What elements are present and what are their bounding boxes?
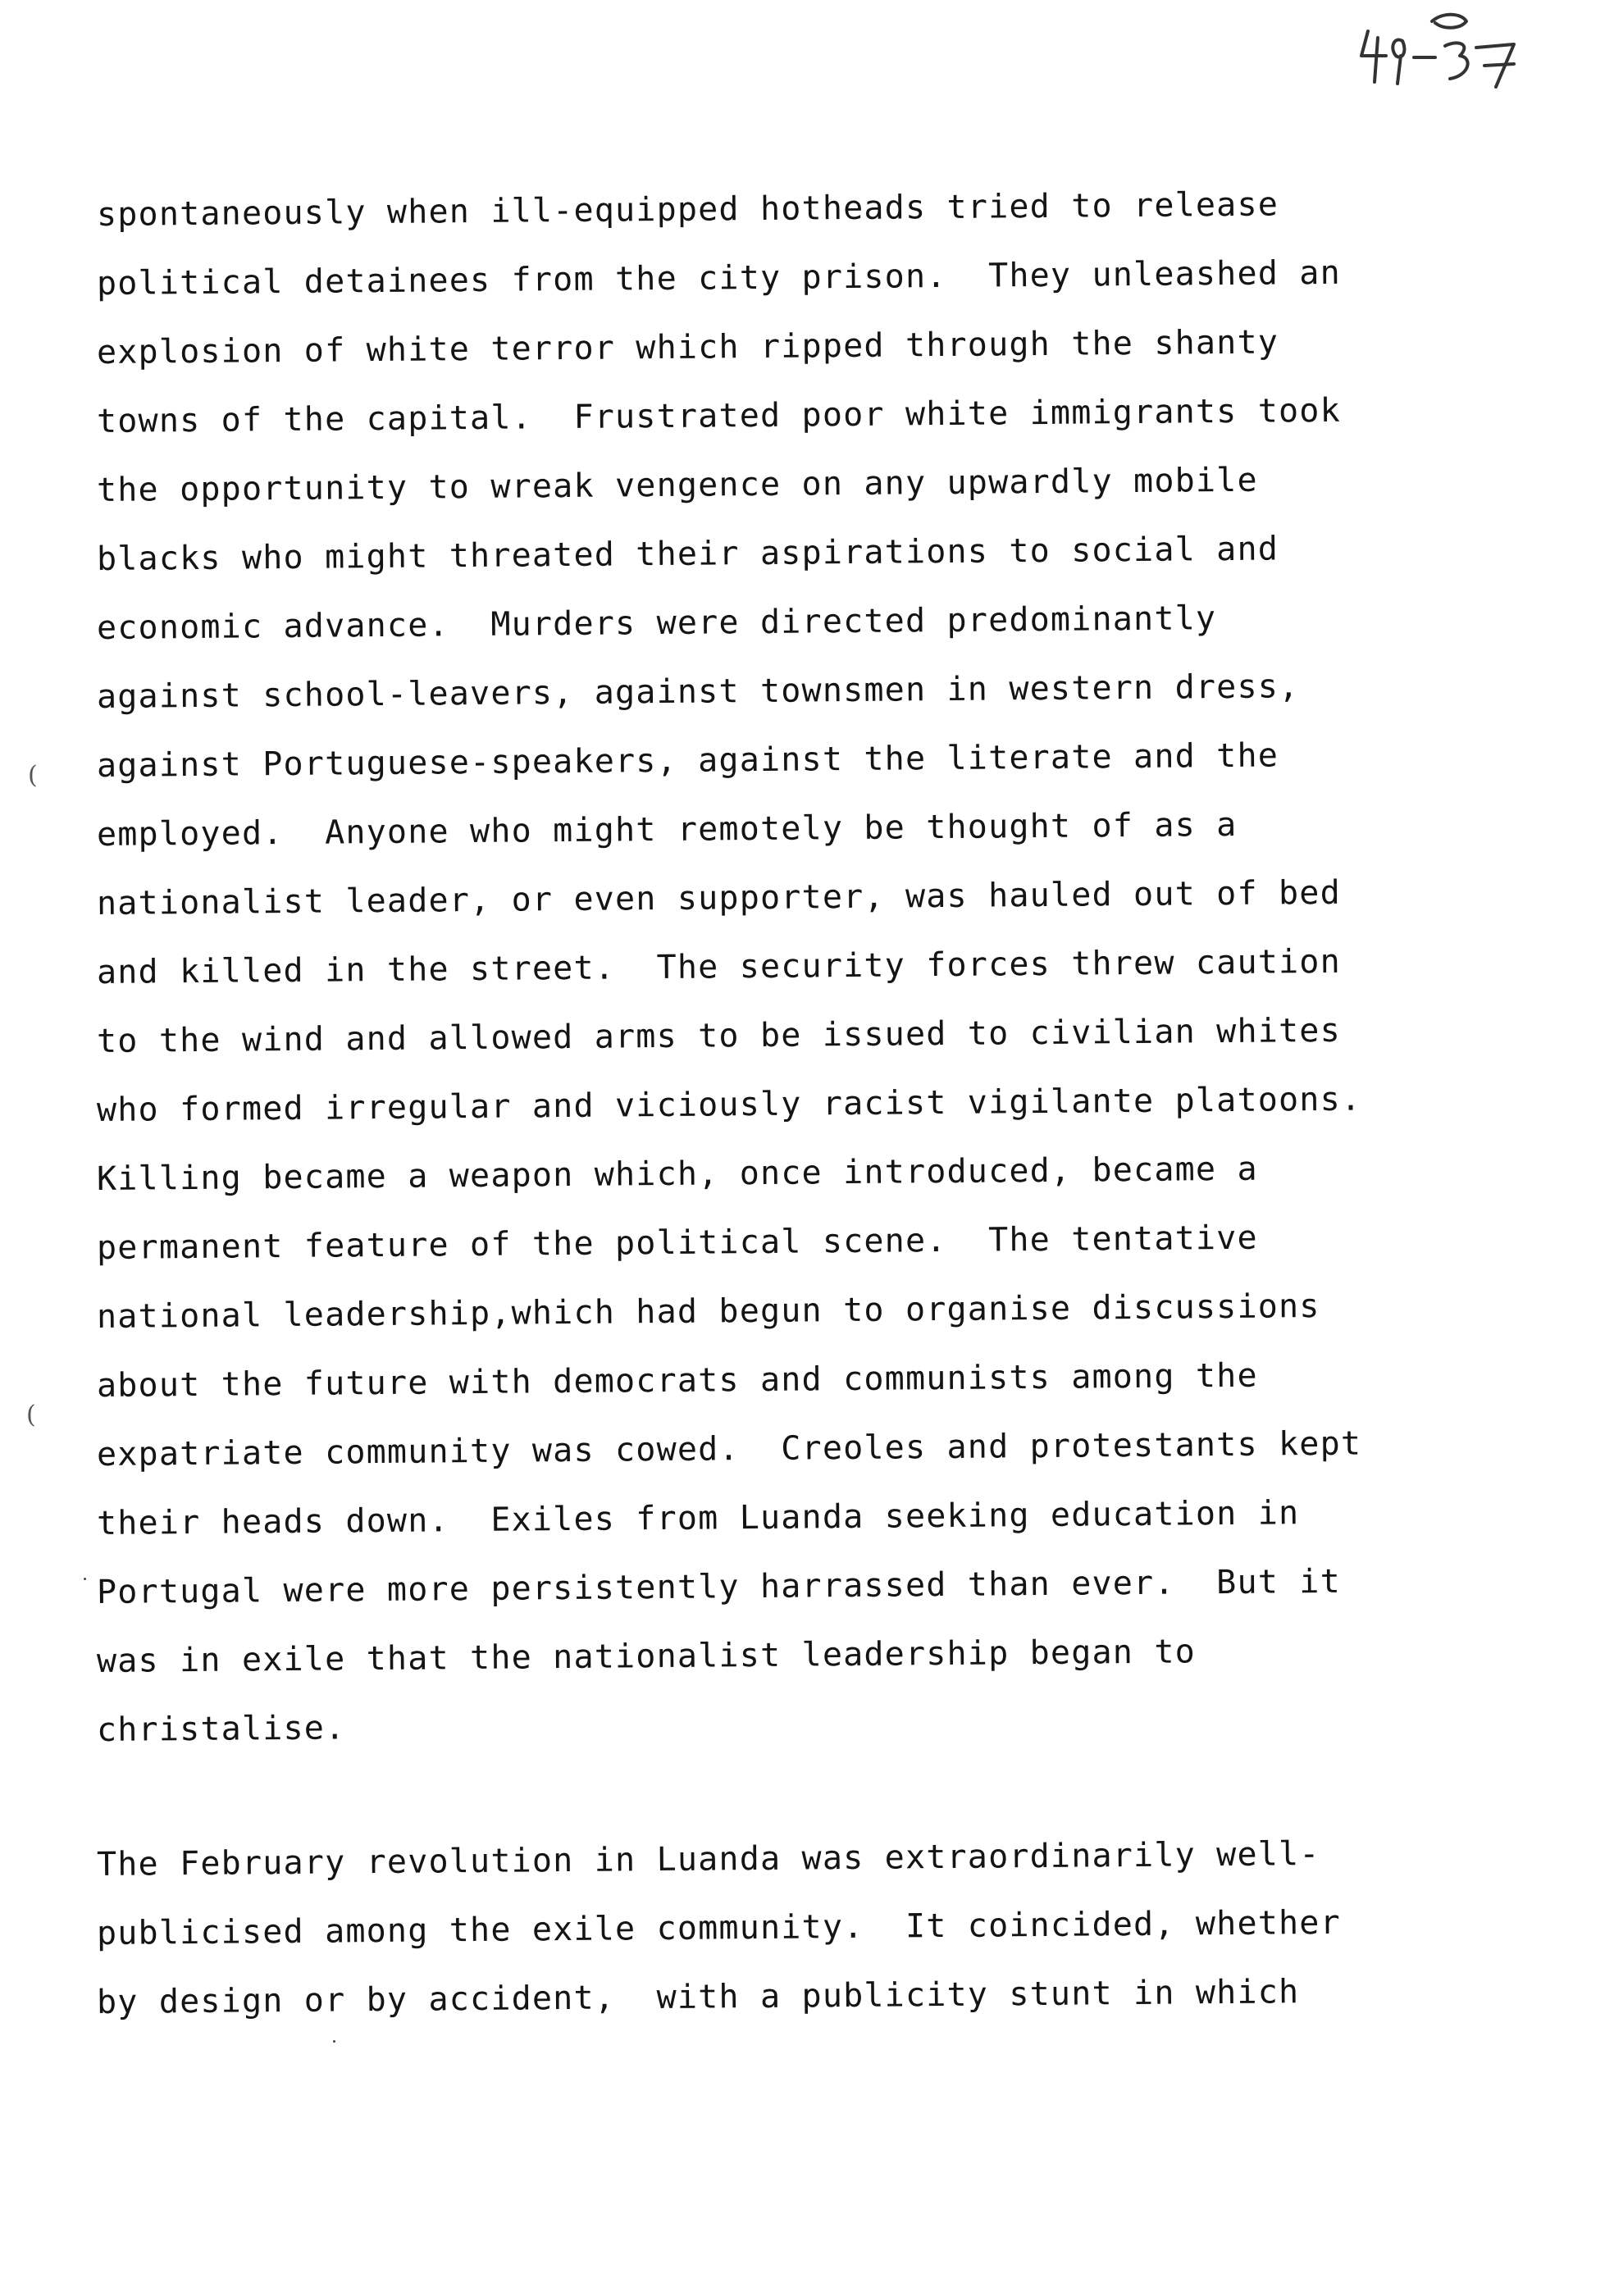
paragraph-1-line-13: to the wind and allowed arms to be issued to civilian whites — [96, 1011, 1342, 1060]
paragraph-2-line-2: publicised among the exile community. It coincided, whether — [96, 1903, 1342, 1952]
paragraph-1-line-3: explosion of white terror which ripped through the shanty — [96, 323, 1279, 371]
handwritten-page-number-glyphs — [1353, 8, 1566, 98]
paragraph-2-line-1: The February revolution in Luanda was extraordinarily well- — [96, 1834, 1320, 1884]
paragraph-1-line-6: blacks who might threated their aspirations to social and — [96, 530, 1279, 578]
paragraph-1-line-17: national leadership,which had begun to organise discussions — [96, 1287, 1320, 1336]
paragraph-1-line-2: political detainees from the city prison. They unleashed an — [96, 253, 1342, 303]
paragraph-1-line-20: their heads down. Exiles from Luanda seeking education in — [96, 1494, 1300, 1542]
paragraph-1-line-12: and killed in the street. The security forces threw caution — [96, 942, 1342, 991]
paragraph-1-line-4: towns of the capital. Frustrated poor white immigrants took — [96, 391, 1342, 440]
handwritten-page-number — [1353, 8, 1566, 98]
paragraph-1-line-19: expatriate community was cowed. Creoles and protestants kept — [96, 1424, 1362, 1474]
paragraph-1-line-18: about the future with democrats and communists among the — [96, 1356, 1258, 1405]
paragraph-1-line-11: nationalist leader, or even supporter, was hauled out of bed — [96, 873, 1342, 922]
paragraph-1-line-8: against school-leavers, against townsmen in western dress, — [96, 667, 1300, 716]
paragraph-1-line-23: christalise. — [96, 1709, 346, 1749]
paragraph-1-line-22: was in exile that the nationalist leadership began to — [96, 1633, 1197, 1680]
margin-bracket-mark: ( — [26, 1401, 36, 1429]
paragraph-1-line-1: spontaneously when ill-equipped hotheads tried to release — [96, 185, 1279, 234]
paragraph-1-line-7: economic advance. Murders were directed predominantly — [96, 599, 1217, 647]
paragraph-2-line-3: by design or by accident, with a publicity stunt in which — [96, 1973, 1300, 2021]
scan-speck — [333, 2040, 335, 2043]
paragraph-1-line-14: who formed irregular and viciously racist vigilante platoons. — [96, 1080, 1362, 1129]
paragraph-1-line-21: Portugal were more persistently harrassed than ever. But it — [96, 1562, 1342, 1611]
paragraph-1-line-5: the opportunity to wreak vengence on any upwardly mobile — [96, 461, 1258, 509]
paragraph-1-line-10: employed. Anyone who might remotely be thought of as a — [96, 805, 1238, 854]
paragraph-1-line-9: against Portuguese-speakers, against the literate and the — [96, 736, 1279, 785]
scan-speck — [84, 1578, 86, 1580]
paragraph-1-line-15: Killing became a weapon which, once introduced, became a — [96, 1150, 1258, 1198]
margin-bracket-mark: ( — [28, 761, 38, 790]
paragraph-1-line-16: permanent feature of the political scene. The tentative — [96, 1219, 1258, 1267]
